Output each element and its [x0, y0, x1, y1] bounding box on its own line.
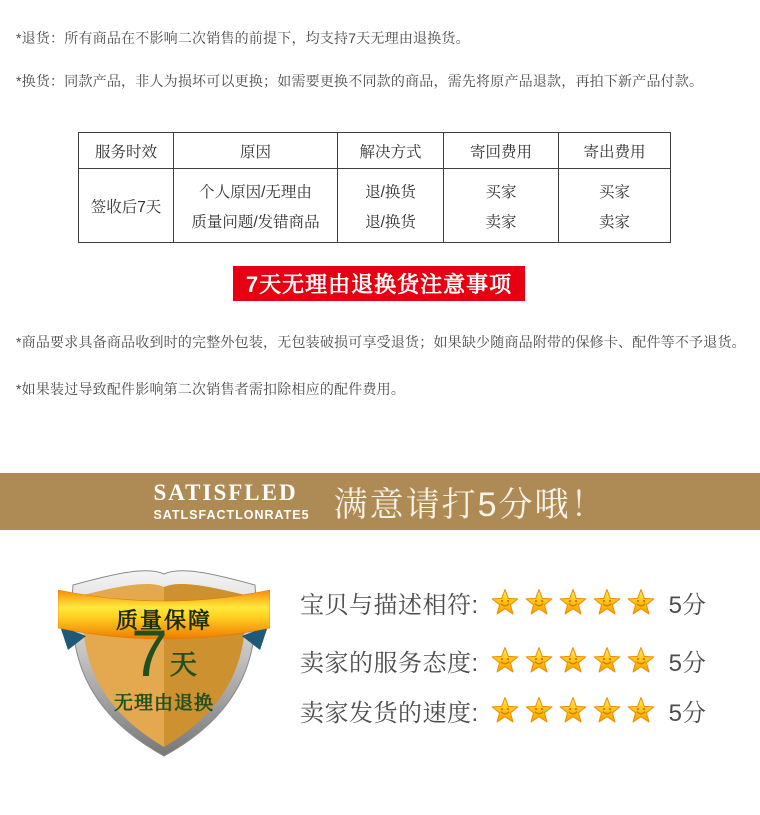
star-icon — [525, 588, 553, 616]
star-icon — [593, 588, 621, 616]
reason-line: 个人原因/无理由 — [199, 183, 312, 201]
star-icon — [559, 696, 587, 724]
star-icon — [525, 646, 553, 674]
star-icon — [593, 696, 621, 724]
quality-shield-badge — [58, 560, 270, 760]
star-rating-icons — [491, 646, 655, 674]
packaging-note: *商品要求具备商品收到时的完整外包装，无包装破损可享受退货；如果缺少随商品附带的保修卡、配件等不予退货。 — [16, 334, 746, 350]
rating-score: 5分 — [668, 591, 707, 619]
star-icon — [627, 588, 655, 616]
return-fee-line: 卖家 — [485, 213, 517, 231]
table-header-row — [79, 133, 671, 169]
rating-row-service — [300, 642, 706, 678]
notice-banner — [233, 266, 525, 301]
header-return-fee: 寄回费用 — [444, 133, 559, 169]
star-icon — [559, 588, 587, 616]
notice-banner-text: 7天无理由退换货注意事项 — [245, 272, 513, 297]
rating-label: 卖家的服务态度: — [300, 649, 479, 677]
cell-service-time: 签收后7天 — [79, 169, 174, 243]
exchange-policy-note: *换货：同款产品，非人为损坏可以更换；如需要更换不同款的商品，需先将原产品退款，再拍下新产品付款。 — [16, 73, 704, 89]
satisfaction-banner — [0, 473, 760, 530]
badge-day-unit: 天 — [169, 649, 197, 680]
header-solution: 解决方式 — [338, 133, 444, 169]
satisfaction-title-en: SATISFLED — [153, 480, 298, 506]
send-fee-line: 买家 — [598, 183, 630, 201]
cell-solution — [338, 169, 444, 243]
rating-label: 卖家发货的速度: — [300, 699, 479, 727]
star-icon — [559, 646, 587, 674]
rating-score: 5分 — [668, 699, 707, 727]
rating-score: 5分 — [668, 649, 707, 677]
star-icon — [627, 696, 655, 724]
star-rating-icons — [491, 588, 655, 616]
cell-send-fee — [559, 169, 671, 243]
reason-line: 质量问题/发错商品 — [191, 213, 320, 231]
satisfaction-subtitle-en: SATLSFACTLONRATE5 — [153, 507, 310, 522]
satisfaction-banner-en-block — [153, 481, 309, 521]
send-fee-line: 卖家 — [598, 213, 630, 231]
star-icon — [593, 646, 621, 674]
accessory-note: *如果装过导致配件影响第二次销售者需扣除相应的配件费用。 — [16, 381, 406, 397]
rating-row-description — [300, 584, 706, 620]
badge-big-number: 7 — [131, 616, 168, 690]
cell-return-fee — [444, 169, 559, 243]
header-service-time: 服务时效 — [79, 133, 174, 169]
star-icon — [525, 696, 553, 724]
star-icon — [627, 646, 655, 674]
satisfaction-title-cn: 满意请打5分哦！ — [333, 486, 607, 524]
solution-line: 退/换货 — [365, 183, 416, 201]
badge-ribbon-text: 质量保障 — [115, 608, 212, 633]
cell-reason — [174, 169, 338, 243]
header-reason: 原因 — [174, 133, 338, 169]
badge-caption: 无理由退换 — [113, 693, 214, 714]
rating-label: 宝贝与描述相符: — [300, 591, 479, 619]
solution-line: 退/换货 — [365, 213, 416, 231]
rating-row-shipping — [300, 692, 706, 728]
header-send-fee: 寄出费用 — [559, 133, 671, 169]
star-icon — [491, 646, 519, 674]
return-fee-line: 买家 — [485, 183, 517, 201]
return-policy-note: *退货：所有商品在不影响二次销售的前提下，均支持7天无理由退换货。 — [16, 30, 470, 46]
star-icon — [491, 696, 519, 724]
policy-table — [78, 132, 671, 243]
table-row — [79, 169, 671, 243]
star-icon — [491, 588, 519, 616]
star-rating-icons — [491, 696, 655, 724]
